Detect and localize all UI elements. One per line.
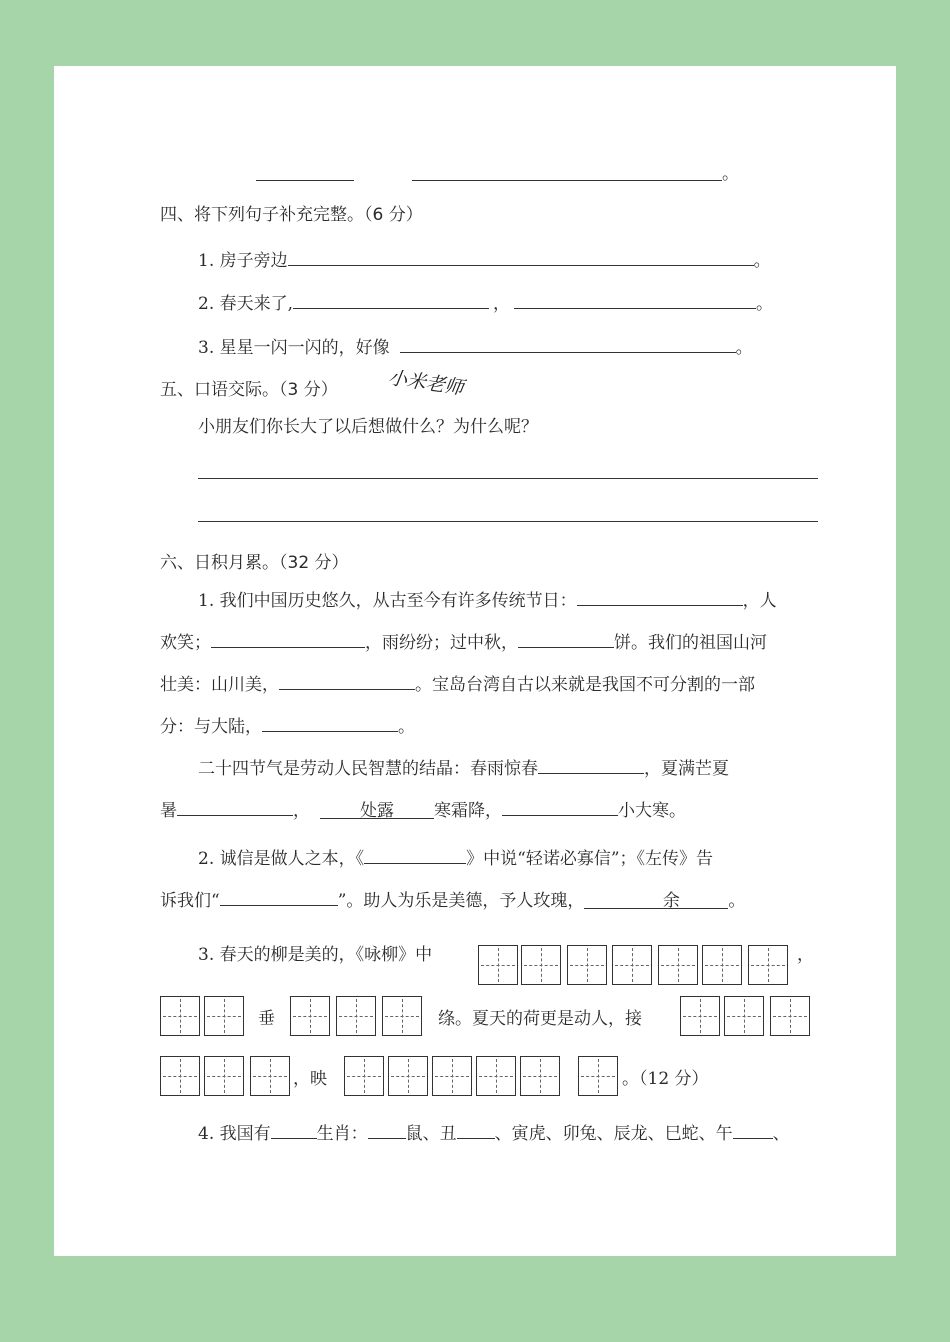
text: ，雨纷纷；过中秋， [365,633,518,653]
writing-box[interactable] [478,945,518,985]
text: 。宝岛台湾自古以来就是我国不可分割的一部 [415,675,755,695]
answer-line[interactable] [400,336,736,353]
writing-box[interactable] [432,1056,472,1096]
writing-box[interactable] [344,1056,384,1096]
answer-line[interactable] [271,1122,317,1139]
answer-line[interactable] [368,1122,406,1139]
answer-line[interactable] [412,180,722,181]
s6-line2 [160,631,767,654]
answer-line[interactable] [198,521,818,522]
writing-box[interactable] [160,1056,200,1096]
writing-box[interactable] [336,996,376,1036]
text: 垂 [258,1009,275,1029]
writing-box[interactable] [658,945,698,985]
text: 分：与大陆， [160,717,262,737]
text: 、寅虎、卯兔、辰龙、巳蛇、午 [494,1124,733,1144]
s6-line3 [160,673,755,696]
s6-line4 [160,715,415,738]
text: ， [293,801,310,821]
answer-line[interactable] [220,889,338,906]
writing-box[interactable] [250,1056,290,1096]
text: ，映 [293,1069,327,1089]
answer-line[interactable] [211,631,365,648]
answer-line[interactable] [320,802,434,819]
answer-line[interactable] [177,799,293,816]
text: 1. 我们中国历史悠久，从古至今有许多传统节日： [198,591,577,611]
answer-line[interactable] [288,249,754,266]
s6-line6 [160,799,686,822]
text: ，人 [742,591,777,611]
writing-box[interactable] [612,945,652,985]
s6-q3-text: 3. 春天的柳是美的，《咏柳》中 [198,945,433,965]
end-punct: 。 [722,164,739,184]
answer-line[interactable] [518,631,614,648]
watermark: 小米老师 [386,366,465,400]
s6-q2-line2 [160,889,745,912]
text: 二十四节气是劳动人民智慧的结晶：春雨惊春 [198,759,538,779]
writing-box[interactable] [204,996,244,1036]
answer-line[interactable] [733,1122,773,1139]
s6-line5 [198,757,729,780]
answer-line[interactable] [514,292,756,309]
s4-q2-text: 2. 春天来了, [198,294,294,314]
comma: ， [493,294,511,314]
text: 4. 我国有 [198,1124,271,1144]
writing-box[interactable] [680,996,720,1036]
answer-line[interactable] [538,757,644,774]
text: 暑 [160,801,177,821]
writing-box[interactable] [520,1056,560,1096]
text: 生肖： [316,1124,368,1144]
writing-box[interactable] [476,1056,516,1096]
s5-question: 小朋友们你长大了以后想做什么？为什么呢？ [198,417,538,437]
writing-box[interactable] [204,1056,244,1096]
writing-box[interactable] [770,996,810,1036]
filled-answer: 余 [662,891,680,911]
s6-q4 [198,1122,790,1145]
text: 、 [772,1124,790,1144]
writing-box[interactable] [290,996,330,1036]
answer-line[interactable] [577,589,743,606]
s4-q1-text: 1. 房子旁边 [198,251,288,271]
answer-line[interactable] [364,847,466,864]
section-5-title: 五、口语交际。（3 分） [160,380,338,400]
s4-q2 [198,292,773,315]
writing-box[interactable] [724,996,764,1036]
text: ，夏满芒夏 [644,759,729,779]
text: 》中说“轻诺必寡信”；《左传》告 [466,849,714,869]
writing-box[interactable] [521,945,561,985]
text: 2. 诚信是做人之本，《 [198,849,365,869]
filled-answer: 处露 [360,801,394,821]
answer-line[interactable] [279,673,415,690]
writing-box[interactable] [388,1056,428,1096]
text: 欢笑； [160,633,211,653]
answer-line[interactable] [256,180,354,181]
writing-box[interactable] [578,1056,618,1096]
text: 。 [398,717,415,737]
answer-line[interactable] [293,292,489,309]
writing-box[interactable] [382,996,422,1036]
text: ”。助人为乐是美德，予人玫瑰， [337,891,585,911]
answer-line[interactable] [262,715,398,732]
text: 。 [728,891,746,911]
s4-q3-text: 3. 星星一闪一闪的，好像 [198,338,390,358]
writing-box[interactable] [160,996,200,1036]
end-punct: 。 [735,338,753,358]
answer-line[interactable] [198,478,818,479]
score-note: 。（12 分） [622,1069,709,1089]
end-punct: 。 [753,251,771,271]
answer-line[interactable] [457,1122,495,1139]
s4-q3 [198,336,753,359]
end-punct: 。 [756,294,774,314]
text: 饼。我们的祖国山河 [614,633,767,653]
text: 小大寒。 [618,801,686,821]
text: 壮美：山川美， [160,675,279,695]
s6-q2-line1 [198,847,713,870]
section-6-title: 六、日积月累。（32 分） [160,553,349,573]
text: 诉我们“ [160,891,220,911]
text: 寒霜降， [434,801,502,821]
writing-box[interactable] [702,945,742,985]
comma: ， [797,945,814,965]
answer-line[interactable] [502,799,618,816]
writing-box[interactable] [567,945,607,985]
writing-box[interactable] [748,945,788,985]
section-4-title: 四、将下列句子补充完整。（6 分） [160,205,423,225]
s4-q1 [198,249,771,272]
text: 绦。夏天的荷更是动人，接 [438,1009,642,1029]
answer-line[interactable] [584,892,728,909]
s6-line1 [198,589,777,612]
text: 鼠、丑 [405,1124,457,1144]
